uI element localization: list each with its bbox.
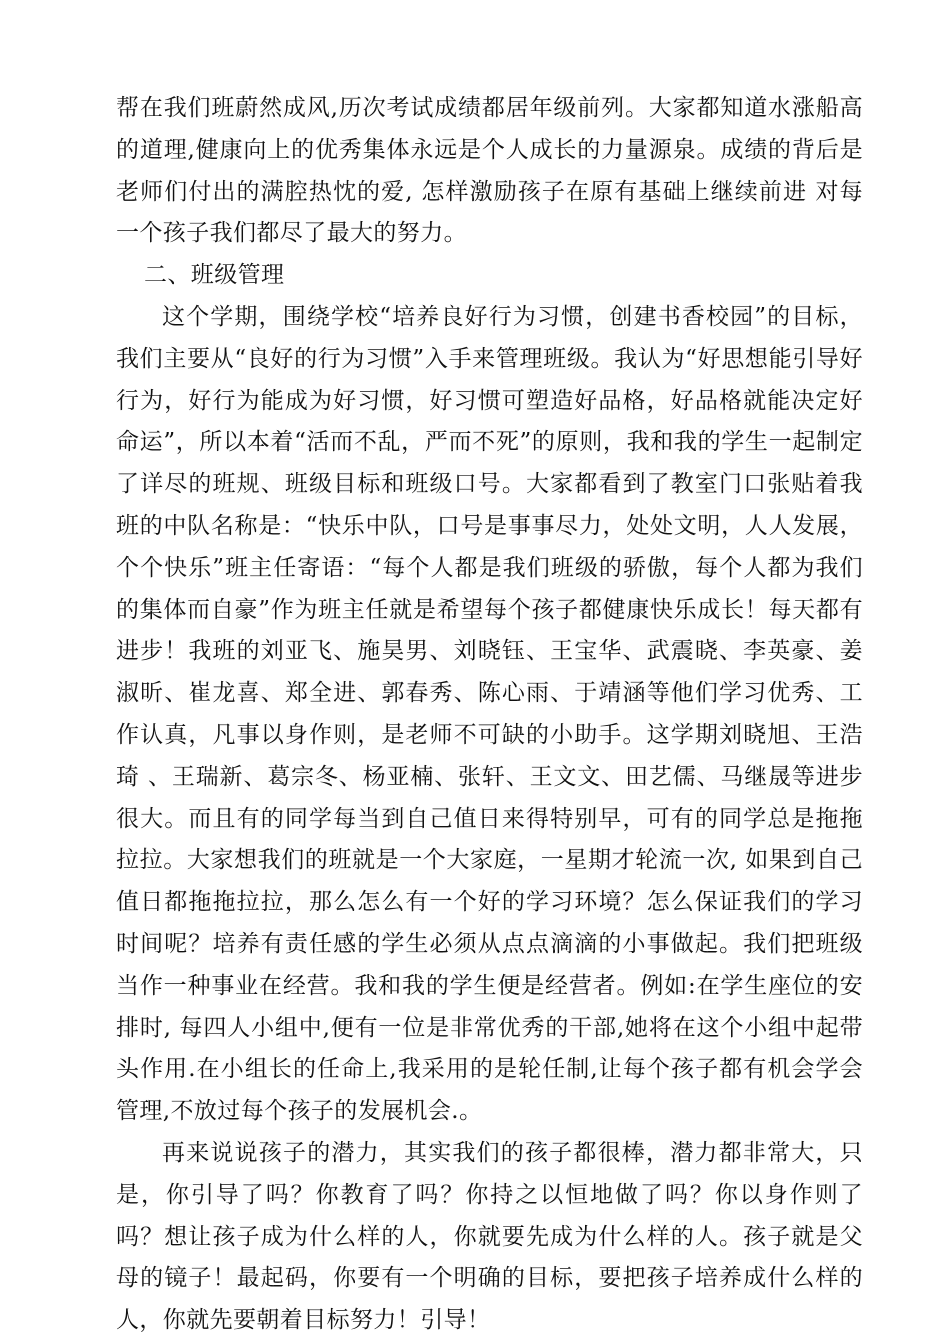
section-heading-class-management: 二、班级管理	[144, 262, 285, 289]
document-page	[116, 88, 863, 1342]
paragraph-continuation: 帮在我们班蔚然成风,历次考试成绩都居年级前列。大家都知道水涨船高的道理,健康向上的优秀集体永远是个人成长的力量源泉。成绩的背后是老师们付出的满腔热忱的爱, 怎样激励孩子在原有基础上继续前进 对每一个孩子我们都尽了最大的努力。	[116, 95, 863, 247]
paragraph-class-management: 这个学期，围绕学校“培养良好行为习惯，创建书香校园”的目标，我们主要从“良好的行为习惯”入手来管理班级。我认为“好思想能引导好行为，好行为能成为好习惯，好习惯可塑造好品格，好品格就能决定好命运”，所以本着“活而不乱，严而不死”的原则，我和我的学生一起制定了详尽的班规、班级目标和班级口号。大家都看到了教室门口张贴着我班的中队名称是：“快乐中队，口号是事事尽力，处处文明，人人发展，个个快乐”班主任寄语：“每个人都是我们班级的骄傲，每个人都为我们的集体而自豪”作为班主任就是希望每个孩子都健康快乐成长！每天都有进步！我班的刘亚飞、施昊男、刘晓钰、王宝华、武震晓、李英豪、姜淑昕、崔龙喜、郑全进、郭春秀、陈心雨、于靖涵等他们学习优秀、工作认真，凡事以身作则，是老师不可缺的小助手。这学期刘晓旭、王浩琦 、王瑞新、葛宗冬、杨亚楠、张轩、王文文、田艺儒、马继晟等进步很大。而且有的同学每当到自己值日来得特别早，可有的同学总是拖拖拉拉。大家想我们的班就是一个大家庭，一星期才轮流一次, 如果到自己值日都拖拖拉拉，那么怎么有一个好的学习环境？怎么保证我们的学习时间呢？培养有责任感的学生必须从点点滴滴的小事做起。我们把班级当作一种事业在经营。我和我的学生便是经营者。例如:在学生座位的安排时, 每四人小组中,便有一位是非常优秀的干部,她将在这个小组中起带头作用.在小组长的任命上,我采用的是轮任制,让每个孩子都有机会学会管理,不放过每个孩子的发展机会.。	[116, 303, 863, 1125]
paragraph-child-potential: 再来说说孩子的潜力，其实我们的孩子都很棒，潜力都非常大，只是，你引导了吗？你教育了吗？你持之以恒地做了吗？你以身作则了吗？想让孩子成为什么样的人，你就要先成为什么样的人。孩子就是父母的镜子！最起码，你要有一个明确的目标，要把孩子培养成什么样的人，你就先要朝着目标努力！引导！	[116, 1139, 863, 1334]
